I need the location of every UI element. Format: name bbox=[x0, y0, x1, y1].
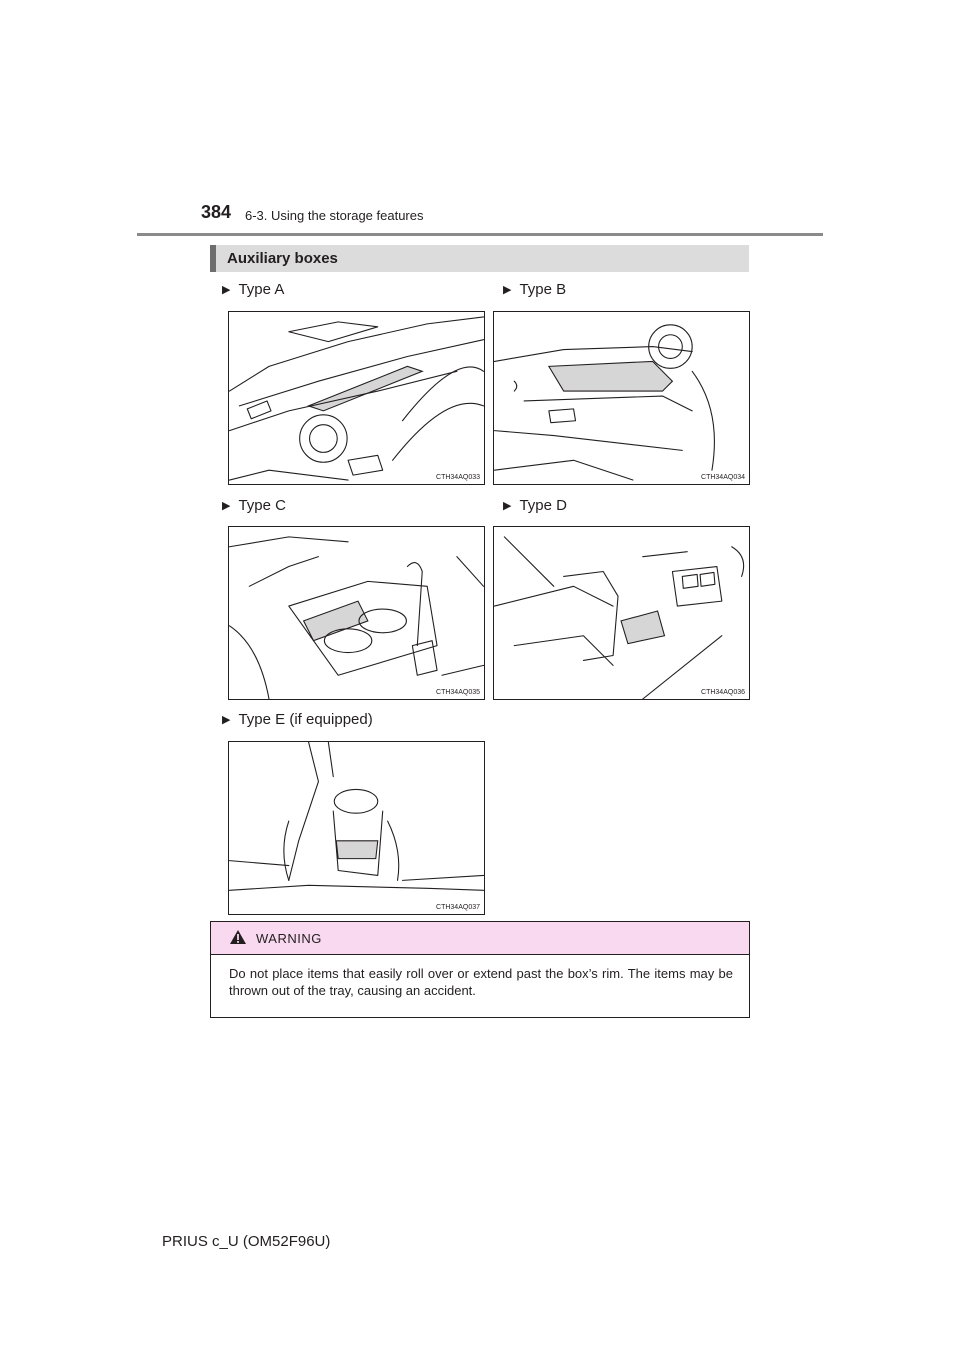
figure-type-d bbox=[493, 526, 750, 700]
console-illustration-d bbox=[494, 527, 749, 699]
warning-triangle-icon bbox=[229, 929, 247, 945]
figure-type-b bbox=[493, 311, 750, 485]
figure-code-d: CTH34AQ036 bbox=[701, 689, 745, 696]
warning-box bbox=[210, 921, 750, 1018]
type-b-label bbox=[503, 281, 566, 298]
type-d-label bbox=[503, 497, 567, 514]
type-c-text: Type C bbox=[238, 497, 286, 514]
type-a-label bbox=[222, 281, 284, 298]
type-a-text: Type A bbox=[238, 281, 285, 298]
section-heading-text: Auxiliary boxes bbox=[227, 250, 338, 267]
figure-type-c bbox=[228, 526, 485, 700]
header-rule bbox=[137, 233, 823, 236]
section-heading bbox=[210, 245, 749, 272]
figure-code-c: CTH34AQ035 bbox=[436, 689, 480, 696]
console-illustration-c bbox=[229, 527, 484, 699]
type-d-text: Type D bbox=[519, 497, 567, 514]
figure-code-a: CTH34AQ033 bbox=[436, 474, 480, 481]
type-e-text: Type E (if equipped) bbox=[238, 711, 373, 728]
figure-type-e bbox=[228, 741, 485, 915]
type-e-label bbox=[222, 711, 373, 728]
bullet-icon: ▶ bbox=[503, 500, 512, 512]
warning-header bbox=[211, 922, 749, 955]
figure-code-b: CTH34AQ034 bbox=[701, 474, 745, 481]
figure-type-a bbox=[228, 311, 485, 485]
bullet-icon: ▶ bbox=[503, 284, 512, 296]
bullet-icon: ▶ bbox=[222, 500, 231, 512]
bullet-icon: ▶ bbox=[222, 714, 231, 726]
bullet-icon: ▶ bbox=[222, 284, 231, 296]
dashboard-illustration-a bbox=[229, 312, 484, 484]
footer-model-code: PRIUS c_U (OM52F96U) bbox=[162, 1233, 331, 1250]
dashboard-illustration-b bbox=[494, 312, 749, 484]
page-number: 384 bbox=[201, 202, 232, 222]
console-illustration-e bbox=[229, 742, 484, 914]
warning-title: WARNING bbox=[256, 931, 322, 946]
type-b-text: Type B bbox=[519, 281, 567, 298]
section-title: 6-3. Using the storage features bbox=[245, 208, 424, 223]
figure-code-e: CTH34AQ037 bbox=[436, 904, 480, 911]
type-c-label bbox=[222, 497, 286, 514]
warning-text: Do not place items that easily roll over or extend past the box’s rim. The items may be thrown out of the tray, causing an accident. bbox=[229, 966, 733, 998]
